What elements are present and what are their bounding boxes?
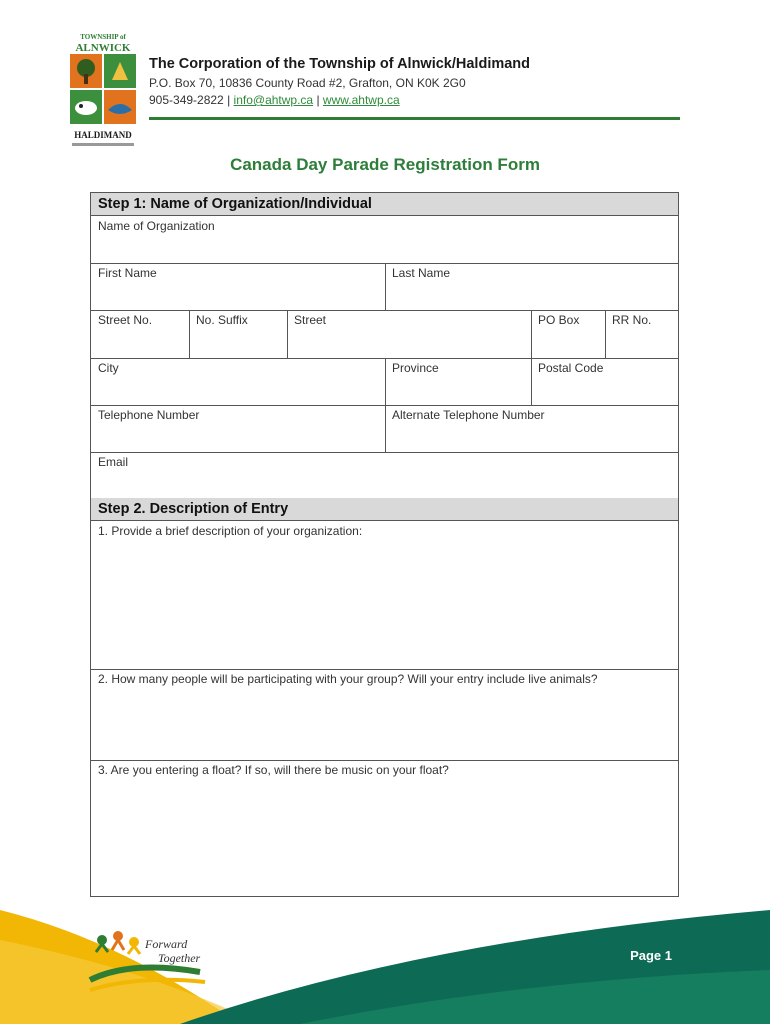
email-label: Email <box>98 455 129 469</box>
last-name-field[interactable] <box>385 263 678 310</box>
brand-line-1: Forward <box>145 937 188 951</box>
alt-telephone-label: Alternate Telephone Number <box>392 408 545 422</box>
logo-top-text: TOWNSHIP of <box>80 33 126 41</box>
telephone-field[interactable] <box>91 405 385 452</box>
first-name-label: First Name <box>98 266 157 280</box>
registration-form <box>90 192 679 897</box>
header-rule <box>149 117 680 120</box>
po-box-field[interactable] <box>531 310 605 358</box>
question-2-label: 2. How many people will be participating with your group? Will your entry include live animals? <box>98 672 598 686</box>
step2-heading: Step 2. Description of Entry <box>91 498 678 521</box>
city-field[interactable] <box>91 358 385 405</box>
province-field[interactable] <box>385 358 531 405</box>
step1-heading: Step 1: Name of Organization/Individual <box>91 193 678 216</box>
website-link[interactable]: www.ahtwp.ca <box>322 93 400 107</box>
email-link[interactable]: info@ahtwp.ca <box>233 93 314 107</box>
first-name-field[interactable] <box>91 263 385 310</box>
separator: | <box>316 93 320 107</box>
question-1-label: 1. Provide a brief description of your organization: <box>98 524 363 538</box>
organization-contact <box>149 93 400 107</box>
organization-name-field[interactable] <box>91 216 678 263</box>
city-label: City <box>98 361 119 375</box>
postal-code-label: Postal Code <box>538 361 604 375</box>
logo-name-text: ALNWICK <box>75 42 131 54</box>
postal-code-field[interactable] <box>531 358 678 405</box>
township-logo <box>68 30 138 150</box>
participants-field[interactable] <box>91 669 678 760</box>
no-suffix-label: No. Suffix <box>196 313 248 327</box>
organization-name-label: Name of Organization <box>98 219 215 233</box>
logo-bottom-text: HALDIMAND <box>74 130 132 140</box>
description-field[interactable] <box>91 521 678 669</box>
street-no-label: Street No. <box>98 313 153 327</box>
telephone-label: Telephone Number <box>98 408 200 422</box>
question-3-label: 3. Are you entering a float? If so, will there be music on your float? <box>98 763 449 777</box>
form-title: Canada Day Parade Registration Form <box>230 155 540 174</box>
street-label: Street <box>294 313 327 327</box>
float-field[interactable] <box>91 760 678 896</box>
rr-no-label: RR No. <box>612 313 652 327</box>
separator: | <box>227 93 231 107</box>
organization-phone: 905-349-2822 <box>149 93 224 107</box>
organization-address: P.O. Box 70, 10836 County Road #2, Grafton, ON K0K 2G0 <box>149 76 466 90</box>
street-no-field[interactable] <box>91 310 189 358</box>
province-label: Province <box>392 361 439 375</box>
no-suffix-field[interactable] <box>189 310 287 358</box>
email-field[interactable] <box>91 452 678 498</box>
brand-line-2: Together <box>158 951 201 965</box>
organization-title: The Corporation of the Township of Alnwick/Haldimand <box>149 56 531 72</box>
street-field[interactable] <box>287 310 531 358</box>
rr-no-field[interactable] <box>605 310 678 358</box>
page-number: Page 1 <box>630 948 672 963</box>
po-box-label: PO Box <box>538 313 580 327</box>
alt-telephone-field[interactable] <box>385 405 678 452</box>
last-name-label: Last Name <box>392 266 451 280</box>
